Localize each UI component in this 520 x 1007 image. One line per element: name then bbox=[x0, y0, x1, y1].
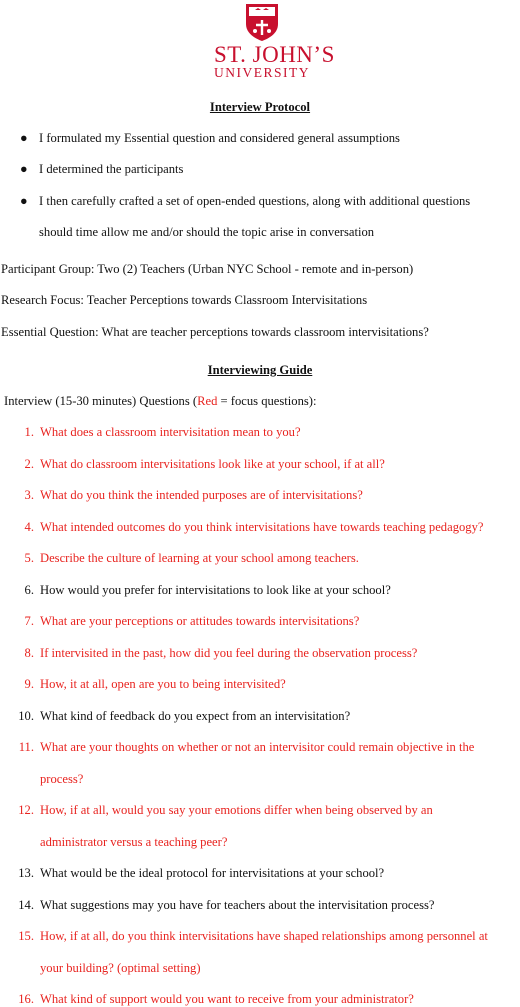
question-text: administrator versus a teaching peer? bbox=[40, 834, 228, 849]
bullet-dot-icon: ● bbox=[20, 194, 28, 208]
question-text: What kind of feedback do you expect from an intervisitation? bbox=[40, 708, 351, 723]
question-text: How, it at all, open are you to being intervisited? bbox=[40, 677, 286, 691]
question-text: process? bbox=[40, 771, 84, 786]
question-item bbox=[24, 551, 359, 566]
question-item bbox=[18, 740, 475, 755]
question-text: If intervisited in the past, how did you feel during the observation process? bbox=[40, 645, 418, 660]
question-item bbox=[24, 456, 385, 472]
guide-title: Interviewing Guide bbox=[207, 363, 313, 377]
question-text: What suggestions may you have for teachers about the intervisitation process? bbox=[40, 897, 435, 912]
question-text: What would be the ideal protocol for intervisitations at your school? bbox=[40, 866, 385, 880]
logo-wordmark-line1: ST. JOHN’S bbox=[214, 42, 335, 67]
question-item bbox=[18, 929, 488, 944]
question-item bbox=[24, 677, 286, 692]
protocol-title: Interview Protocol bbox=[209, 100, 311, 114]
question-number: 16. bbox=[18, 992, 34, 1006]
bullet-dot-icon: ● bbox=[20, 131, 28, 145]
question-number: 12. bbox=[18, 803, 34, 817]
question-text: What are your perceptions or attitudes towards intervisitations? bbox=[40, 614, 360, 628]
question-item bbox=[18, 708, 351, 724]
question-number: 8. bbox=[24, 645, 34, 660]
question-number: 10. bbox=[18, 708, 34, 723]
question-item bbox=[24, 519, 484, 535]
question-item bbox=[24, 614, 360, 629]
question-item bbox=[24, 582, 391, 598]
question-text: What kind of support would you want to receive from your administrator? bbox=[40, 992, 414, 1006]
question-number: 7. bbox=[24, 614, 34, 628]
question-number: 11. bbox=[18, 740, 34, 754]
logo-wordmark-line2: UNIVERSITY bbox=[214, 65, 310, 80]
question-text: What does a classroom intervisitation mean to you? bbox=[40, 425, 301, 439]
question-text: What do you think the intended purposes are of intervisitations? bbox=[40, 488, 363, 502]
question-text: How, if at all, do you think intervisitations have shaped relationships among personnel at bbox=[40, 929, 488, 943]
question-number: 1. bbox=[24, 425, 34, 439]
question-number: 13. bbox=[18, 866, 34, 880]
question-number: 6. bbox=[24, 582, 34, 597]
question-item-continuation bbox=[40, 961, 201, 976]
question-item bbox=[18, 897, 435, 913]
question-number: 14. bbox=[18, 897, 34, 912]
question-number: 3. bbox=[24, 488, 34, 502]
question-text: your building? (optimal setting) bbox=[40, 960, 201, 975]
question-number: 9. bbox=[24, 677, 34, 691]
question-item bbox=[18, 992, 414, 1007]
question-number: 5. bbox=[24, 551, 34, 565]
question-text: Describe the culture of learning at your school among teachers. bbox=[40, 551, 359, 565]
question-item-continuation bbox=[40, 772, 83, 787]
question-item-continuation bbox=[40, 835, 227, 850]
question-number: 2. bbox=[24, 456, 34, 471]
university-crest-icon bbox=[243, 2, 281, 42]
guide-intro: Interview (15-30 minutes) Questions (Red = focus questions): bbox=[4, 394, 317, 408]
question-text: How, if at all, would you say your emotions differ when being observed by an bbox=[40, 803, 433, 817]
research-focus: Research Focus: Teacher Perceptions towards Classroom Intervisitations bbox=[1, 293, 368, 307]
university-logo bbox=[214, 2, 335, 80]
question-item bbox=[18, 866, 385, 881]
question-item bbox=[24, 645, 418, 661]
question-text: How would you prefer for intervisitations to look like at your school? bbox=[40, 582, 391, 597]
question-text: What intended outcomes do you think intervisitations have towards teaching pedagogy? bbox=[40, 519, 484, 534]
focus-legend: Red bbox=[197, 394, 218, 408]
question-text: What are your thoughts on whether or not an intervisitor could remain objective in the bbox=[40, 740, 475, 754]
question-number: 4. bbox=[24, 519, 34, 534]
question-item bbox=[18, 803, 433, 818]
participant-group: Participant Group: Two (2) Teachers (Urban NYC School - remote and in-person) bbox=[1, 262, 414, 276]
question-text: What do classroom intervisitations look like at your school, if at all? bbox=[40, 456, 385, 471]
question-item bbox=[24, 425, 301, 440]
question-number: 15. bbox=[18, 929, 34, 943]
bullet-dot-icon: ● bbox=[20, 162, 28, 176]
question-item bbox=[24, 488, 363, 503]
essential-question: Essential Question: What are teacher perceptions towards classroom intervisitations? bbox=[1, 325, 429, 339]
protocol-bullet-continuation: should time allow me and/or should the topic arise in conversation bbox=[39, 225, 375, 239]
